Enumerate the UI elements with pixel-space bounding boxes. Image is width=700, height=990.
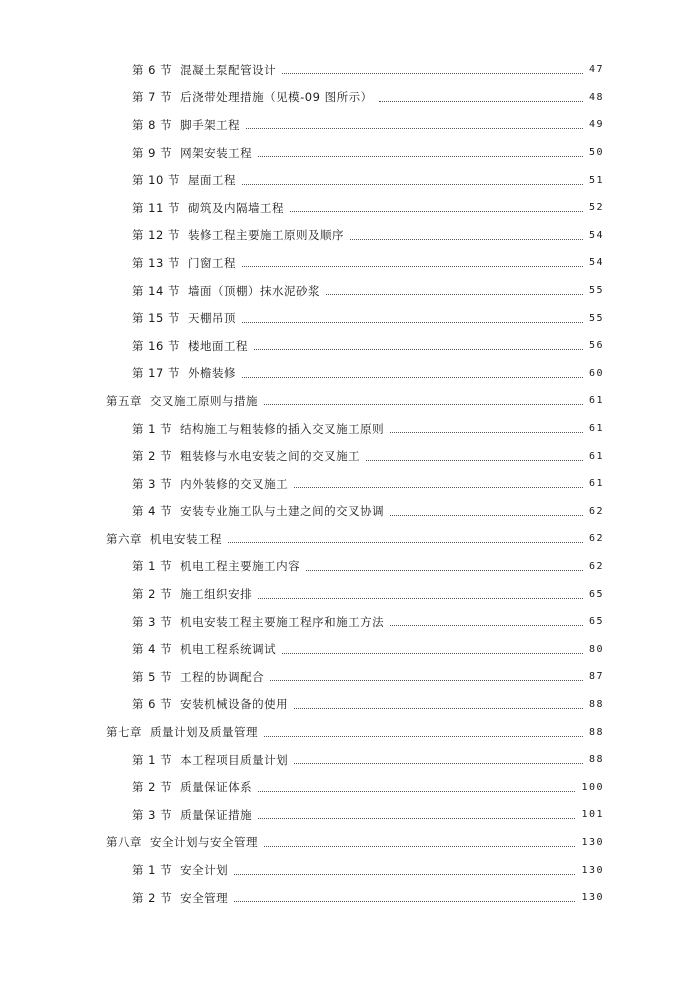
toc-entry-title [132, 145, 252, 161]
toc-page-number: 65 [588, 616, 604, 628]
toc-entry-title [132, 890, 228, 906]
toc-page-number: 62 [588, 505, 604, 517]
toc-entry-text: 工程的协调配合 [180, 669, 265, 684]
toc-entry-number: 第 1 节 [132, 421, 173, 436]
toc-page-number: 65 [588, 588, 604, 600]
toc-entry-number: 第 14 节 [132, 283, 180, 298]
toc-dot-leader [258, 598, 583, 599]
toc-entry-title [106, 393, 258, 409]
toc-page-number: 54 [588, 229, 604, 241]
toc-section-entry[interactable] [0, 360, 604, 388]
toc-entry-text: 安全计划 [180, 863, 229, 878]
toc-entry-number: 第六章 [106, 531, 142, 546]
toc-entry-number: 第 4 节 [132, 504, 173, 519]
toc-entry-text: 粗装修与水电安装之间的交叉施工 [180, 449, 361, 464]
toc-entry-title [106, 834, 258, 850]
toc-entry-number: 第 9 节 [132, 145, 173, 160]
toc-entry-title [132, 558, 300, 574]
toc-entry-title [132, 227, 344, 243]
toc-entry-number: 第五章 [106, 393, 142, 408]
toc-entry-title [132, 421, 384, 437]
toc-entry-title [132, 503, 384, 519]
toc-page-number: 62 [588, 560, 604, 572]
toc-entry-title [132, 200, 284, 216]
toc-dot-leader [366, 460, 583, 461]
toc-dot-leader [379, 101, 583, 102]
toc-section-entry[interactable] [0, 746, 604, 774]
toc-dot-leader [294, 708, 583, 709]
toc-entry-text: 安全计划与安全管理 [150, 835, 258, 850]
toc-section-entry[interactable] [0, 553, 604, 581]
toc-page-number: 60 [588, 367, 604, 379]
toc-page-number: 47 [588, 64, 604, 76]
toc-entry-text: 安全管理 [180, 890, 229, 905]
toc-section-entry[interactable] [0, 773, 604, 801]
toc-dot-leader [254, 349, 583, 350]
toc-entry-number: 第 2 节 [132, 780, 173, 795]
toc-section-entry[interactable] [0, 470, 604, 498]
toc-entry-title [132, 586, 252, 602]
toc-section-entry[interactable] [0, 249, 604, 277]
toc-section-entry[interactable] [0, 56, 604, 84]
toc-section-entry[interactable] [0, 442, 604, 470]
toc-chapter-entry[interactable] [0, 525, 604, 553]
toc-page-number: 100 [581, 781, 604, 793]
toc-entry-number: 第七章 [106, 725, 142, 740]
toc-dot-leader [326, 294, 583, 295]
toc-page-number: 87 [588, 671, 604, 683]
toc-entry-text: 墙面（顶棚）抹水泥砂浆 [187, 283, 320, 298]
toc-dot-leader [306, 570, 583, 571]
toc-entry-number: 第 8 节 [132, 117, 173, 132]
toc-entry-text: 机电安装工程 [150, 531, 222, 546]
toc-section-entry[interactable] [0, 277, 604, 305]
toc-entry-title [132, 862, 228, 878]
toc-entry-text: 安装机械设备的使用 [180, 697, 289, 712]
toc-entry-text: 混凝土泵配管设计 [180, 62, 277, 77]
toc-page-number: 88 [588, 698, 604, 710]
toc-section-entry[interactable] [0, 304, 604, 332]
toc-page-number: 80 [588, 643, 604, 655]
toc-section-entry[interactable] [0, 332, 604, 360]
toc-page-number: 61 [588, 478, 604, 490]
toc-page-number: 130 [581, 892, 604, 904]
toc-dot-leader [234, 874, 575, 875]
toc-entry-title [132, 117, 240, 133]
toc-entry-number: 第 6 节 [132, 62, 173, 77]
toc-section-entry[interactable] [0, 663, 604, 691]
toc-entry-number: 第 3 节 [132, 807, 173, 822]
toc-dot-leader [390, 432, 583, 433]
toc-section-entry[interactable] [0, 498, 604, 526]
toc-section-entry[interactable] [0, 884, 604, 912]
toc-entry-text: 机电工程主要施工内容 [180, 559, 301, 574]
toc-entry-title [132, 779, 252, 795]
toc-entry-number: 第 2 节 [132, 449, 173, 464]
toc-dot-leader [282, 653, 583, 654]
toc-entry-text: 网架安装工程 [180, 145, 253, 160]
toc-entry-title [132, 448, 360, 464]
toc-dot-leader [258, 791, 575, 792]
toc-dot-leader [234, 901, 575, 902]
toc-page-number: 88 [588, 726, 604, 738]
toc-section-entry[interactable] [0, 635, 604, 663]
toc-entry-number: 第 11 节 [132, 200, 180, 215]
toc-entry-number: 第 15 节 [132, 311, 180, 326]
toc-entry-title [132, 696, 288, 712]
toc-entry-number: 第 5 节 [132, 669, 173, 684]
toc-entry-title [132, 669, 264, 685]
toc-page-number: 48 [588, 91, 604, 103]
toc-page-number: 55 [588, 312, 604, 324]
toc-entry-number: 第 10 节 [132, 173, 180, 188]
toc-entry-number: 第 1 节 [132, 559, 173, 574]
toc-entry-text: 门窗工程 [187, 255, 236, 270]
toc-entry-title [132, 641, 276, 657]
toc-entry-text: 交叉施工原则与措施 [150, 393, 258, 408]
toc-entry-text: 本工程项目质量计划 [180, 752, 289, 767]
toc-dot-leader [242, 377, 583, 378]
toc-entry-title [132, 255, 236, 271]
toc-chapter-entry[interactable] [0, 387, 604, 415]
toc-entry-title [132, 338, 248, 354]
toc-entry-text: 施工组织安排 [180, 587, 253, 602]
toc-entry-title [106, 531, 222, 547]
toc-page-number: 52 [588, 202, 604, 214]
toc-entry-title [132, 476, 288, 492]
toc-dot-leader [246, 128, 583, 129]
toc-entry-text: 砌筑及内隔墙工程 [187, 200, 284, 215]
toc-page-number: 61 [588, 450, 604, 462]
toc-dot-leader [282, 73, 583, 74]
toc-entry-text: 屋面工程 [187, 173, 236, 188]
toc-entry-text: 质量保证体系 [180, 780, 253, 795]
toc-entry-number: 第 2 节 [132, 890, 173, 905]
toc-section-entry[interactable] [0, 194, 604, 222]
toc-entry-text: 机电安装工程主要施工程序和施工方法 [180, 614, 385, 629]
toc-entry-text: 外檐装修 [187, 366, 236, 381]
toc-dot-leader [390, 625, 583, 626]
toc-dot-leader [258, 818, 575, 819]
toc-page-number: 62 [588, 533, 604, 545]
toc-section-entry[interactable] [0, 801, 604, 829]
toc-entry-title [106, 724, 258, 740]
toc-entry-text: 楼地面工程 [187, 338, 248, 353]
toc-page-number: 51 [588, 174, 604, 186]
toc-dot-leader [258, 156, 583, 157]
toc-entry-number: 第 16 节 [132, 338, 180, 353]
toc-entry-text: 装修工程主要施工原则及顺序 [187, 228, 344, 243]
toc-dot-leader [290, 211, 583, 212]
toc-entry-number: 第 13 节 [132, 255, 180, 270]
toc-entry-number: 第 1 节 [132, 752, 173, 767]
toc-page-number: 55 [588, 285, 604, 297]
toc-entry-number: 第 1 节 [132, 863, 173, 878]
toc-page-number: 54 [588, 257, 604, 269]
toc-section-entry[interactable] [0, 222, 604, 250]
toc-entry-title [132, 807, 252, 823]
toc-entry-title [132, 752, 288, 768]
toc-page-number: 130 [581, 864, 604, 876]
toc-entry-text: 质量保证措施 [180, 807, 253, 822]
toc-dot-leader [350, 239, 583, 240]
toc-section-entry[interactable] [0, 166, 604, 194]
toc-chapter-entry[interactable] [0, 718, 604, 746]
toc-section-entry[interactable] [0, 111, 604, 139]
toc-page-number: 56 [588, 340, 604, 352]
toc-page-number: 101 [581, 809, 604, 821]
toc-dot-leader [228, 542, 583, 543]
toc-entry-number: 第 12 节 [132, 228, 180, 243]
toc-entry-title [132, 614, 384, 630]
toc-dot-leader [264, 846, 575, 847]
toc-entry-title [132, 283, 320, 299]
toc-entry-title [132, 310, 236, 326]
toc-section-entry[interactable] [0, 139, 604, 167]
toc-dot-leader [242, 184, 583, 185]
toc-entry-title [132, 89, 373, 105]
toc-entry-number: 第 4 节 [132, 642, 173, 657]
toc-dot-leader [242, 322, 583, 323]
toc-page-number: 61 [588, 395, 604, 407]
toc-page-number: 88 [588, 754, 604, 766]
toc-entry-text: 结构施工与粗装修的插入交叉施工原则 [180, 421, 385, 436]
toc-page-number: 49 [588, 119, 604, 131]
toc-section-entry[interactable] [0, 580, 604, 608]
toc-section-entry[interactable] [0, 84, 604, 112]
toc-entry-number: 第 6 节 [132, 697, 173, 712]
toc-page-number: 61 [588, 423, 604, 435]
toc-dot-leader [264, 736, 583, 737]
toc-entry-number: 第 7 节 [132, 90, 173, 105]
toc-entry-title [132, 62, 276, 78]
toc-section-entry[interactable] [0, 691, 604, 719]
toc-entry-text: 内外装修的交叉施工 [180, 476, 289, 491]
toc-entry-title [132, 365, 236, 381]
table-of-contents [0, 56, 700, 911]
toc-entry-text: 机电工程系统调试 [180, 642, 277, 657]
toc-dot-leader [270, 680, 583, 681]
toc-page-number: 50 [588, 147, 604, 159]
toc-entry-text: 安装专业施工队与土建之间的交叉协调 [180, 504, 385, 519]
toc-entry-text: 后浇带处理措施（见模-09 图所示） [180, 90, 373, 105]
toc-entry-number: 第 2 节 [132, 587, 173, 602]
toc-section-entry[interactable] [0, 856, 604, 884]
toc-dot-leader [294, 763, 583, 764]
toc-entry-number: 第八章 [106, 835, 142, 850]
toc-chapter-entry[interactable] [0, 829, 604, 857]
toc-entry-text: 脚手架工程 [180, 117, 241, 132]
toc-dot-leader [294, 487, 583, 488]
toc-dot-leader [390, 515, 583, 516]
toc-entry-number: 第 3 节 [132, 476, 173, 491]
toc-entry-text: 天棚吊顶 [187, 311, 236, 326]
toc-entry-title [132, 172, 236, 188]
toc-dot-leader [242, 266, 583, 267]
toc-section-entry[interactable] [0, 415, 604, 443]
toc-section-entry[interactable] [0, 608, 604, 636]
toc-page-number: 130 [581, 836, 604, 848]
toc-dot-leader [264, 404, 583, 405]
toc-entry-text: 质量计划及质量管理 [150, 725, 258, 740]
toc-entry-number: 第 17 节 [132, 366, 180, 381]
toc-entry-number: 第 3 节 [132, 614, 173, 629]
